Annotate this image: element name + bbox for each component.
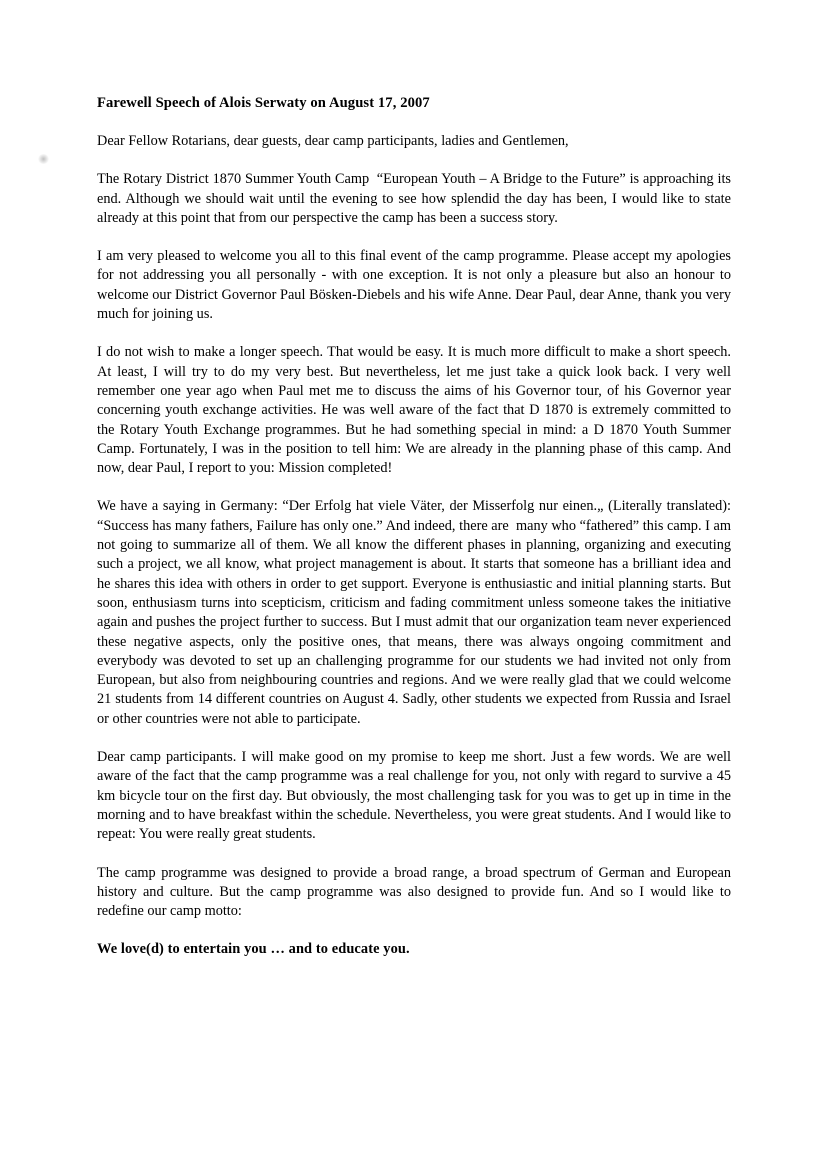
paragraph-intro-camp-approaching-end: The Rotary District 1870 Summer Youth Camp “European Youth – A Bridge to the Future” is approaching its end. Although we should wait until the evening to see how splendid the day has been, I would like to state already at this point that from our perspective the camp has been a success story.	[97, 171, 735, 226]
paragraph-salutation: Dear Fellow Rotarians, dear guests, dear camp participants, ladies and Gentlemen,	[97, 133, 569, 149]
paragraph-german-saying-project-management: We have a saying in Germany: “Der Erfolg hat viele Väter, der Misserfolg nur einen.„ (Literally translated): “Success has many fathers, Failure has only one.” And indeed, there are many who “fathered” this camp. I am not going to summarize all of them. We all know the different phases in planning, organizing and executing such a project, we all know, what project management is about. It starts that someone has a brilliant idea and he shares this idea with others in order to get support. Everyone is enthusiastic and initial planning starts. But soon, enthusiasm turns into scepticism, criticism and fading commitment unless someone takes the initiative again and pushes the project further to success. But I must admit that our organization team never experienced these negative aspects, only the positive ones, that means, there was always ongoing commitment and everybody was devoted to set up an challenging programme for our students we had invited not only from European, but also from neighbouring countries and regions. And we were really glad that we could welcome 21 students from 14 different countries on August 4. Sadly, other students we expected from Russia and Israel or other countries were not able to participate.	[97, 498, 739, 727]
page-title: Farewell Speech of Alois Serwaty on August 17, 2007	[97, 95, 430, 111]
paragraph-dear-camp-participants: Dear camp participants. I will make good on my promise to keep me short. Just a few words. We are well aware of the fact that the camp programme was a real challenge for you, not only with regard to survive a 45 km bicycle tour on the first day. But obviously, the most challenging task for you was to get up in time in the morning and to have breakfast within the schedule. Nevertheless, you were great students. And I would like to repeat: You were really great students.	[97, 749, 735, 843]
scan-smudge-artifact	[38, 154, 49, 164]
paragraph-short-speech-look-back: I do not wish to make a longer speech. That would be easy. It is much more difficult to make a short speech. At least, I will try to do my very best. But nevertheless, let me just take a quick look back. I very well remember one year ago when Paul met me to discuss the aims of his Governor tour, of his Governor year concerning youth exchange activities. He was well aware of the fact that D 1870 is extremely committed to the Rotary Youth Exchange programmes. But he had something special in mind: a D 1870 Youth Summer Camp. Fortunately, I was in the position to tell him: We are already in the planning phase of this camp. And now, dear Paul, I report to you: Mission completed!	[97, 344, 735, 477]
document-text-column	[97, 94, 739, 960]
paragraph-welcome-governor: I am very pleased to welcome you all to this final event of the camp programme. Please accept my apologies for not addressing you all personally - with one exception. It is not only a pleasure but also an honour to welcome our District Governor Paul Bösken-Diebels and his wife Anne. Dear Paul, dear Anne, thank you very much for joining us.	[97, 248, 735, 323]
paragraph-camp-motto: We love(d) to entertain you … and to educate you.	[97, 941, 410, 958]
paragraph-camp-programme-design: The camp programme was designed to provide a broad range, a broad spectrum of German and European history and culture. But the camp programme was also designed to provide fun. And so I would like to redefine our camp motto:	[97, 864, 735, 920]
